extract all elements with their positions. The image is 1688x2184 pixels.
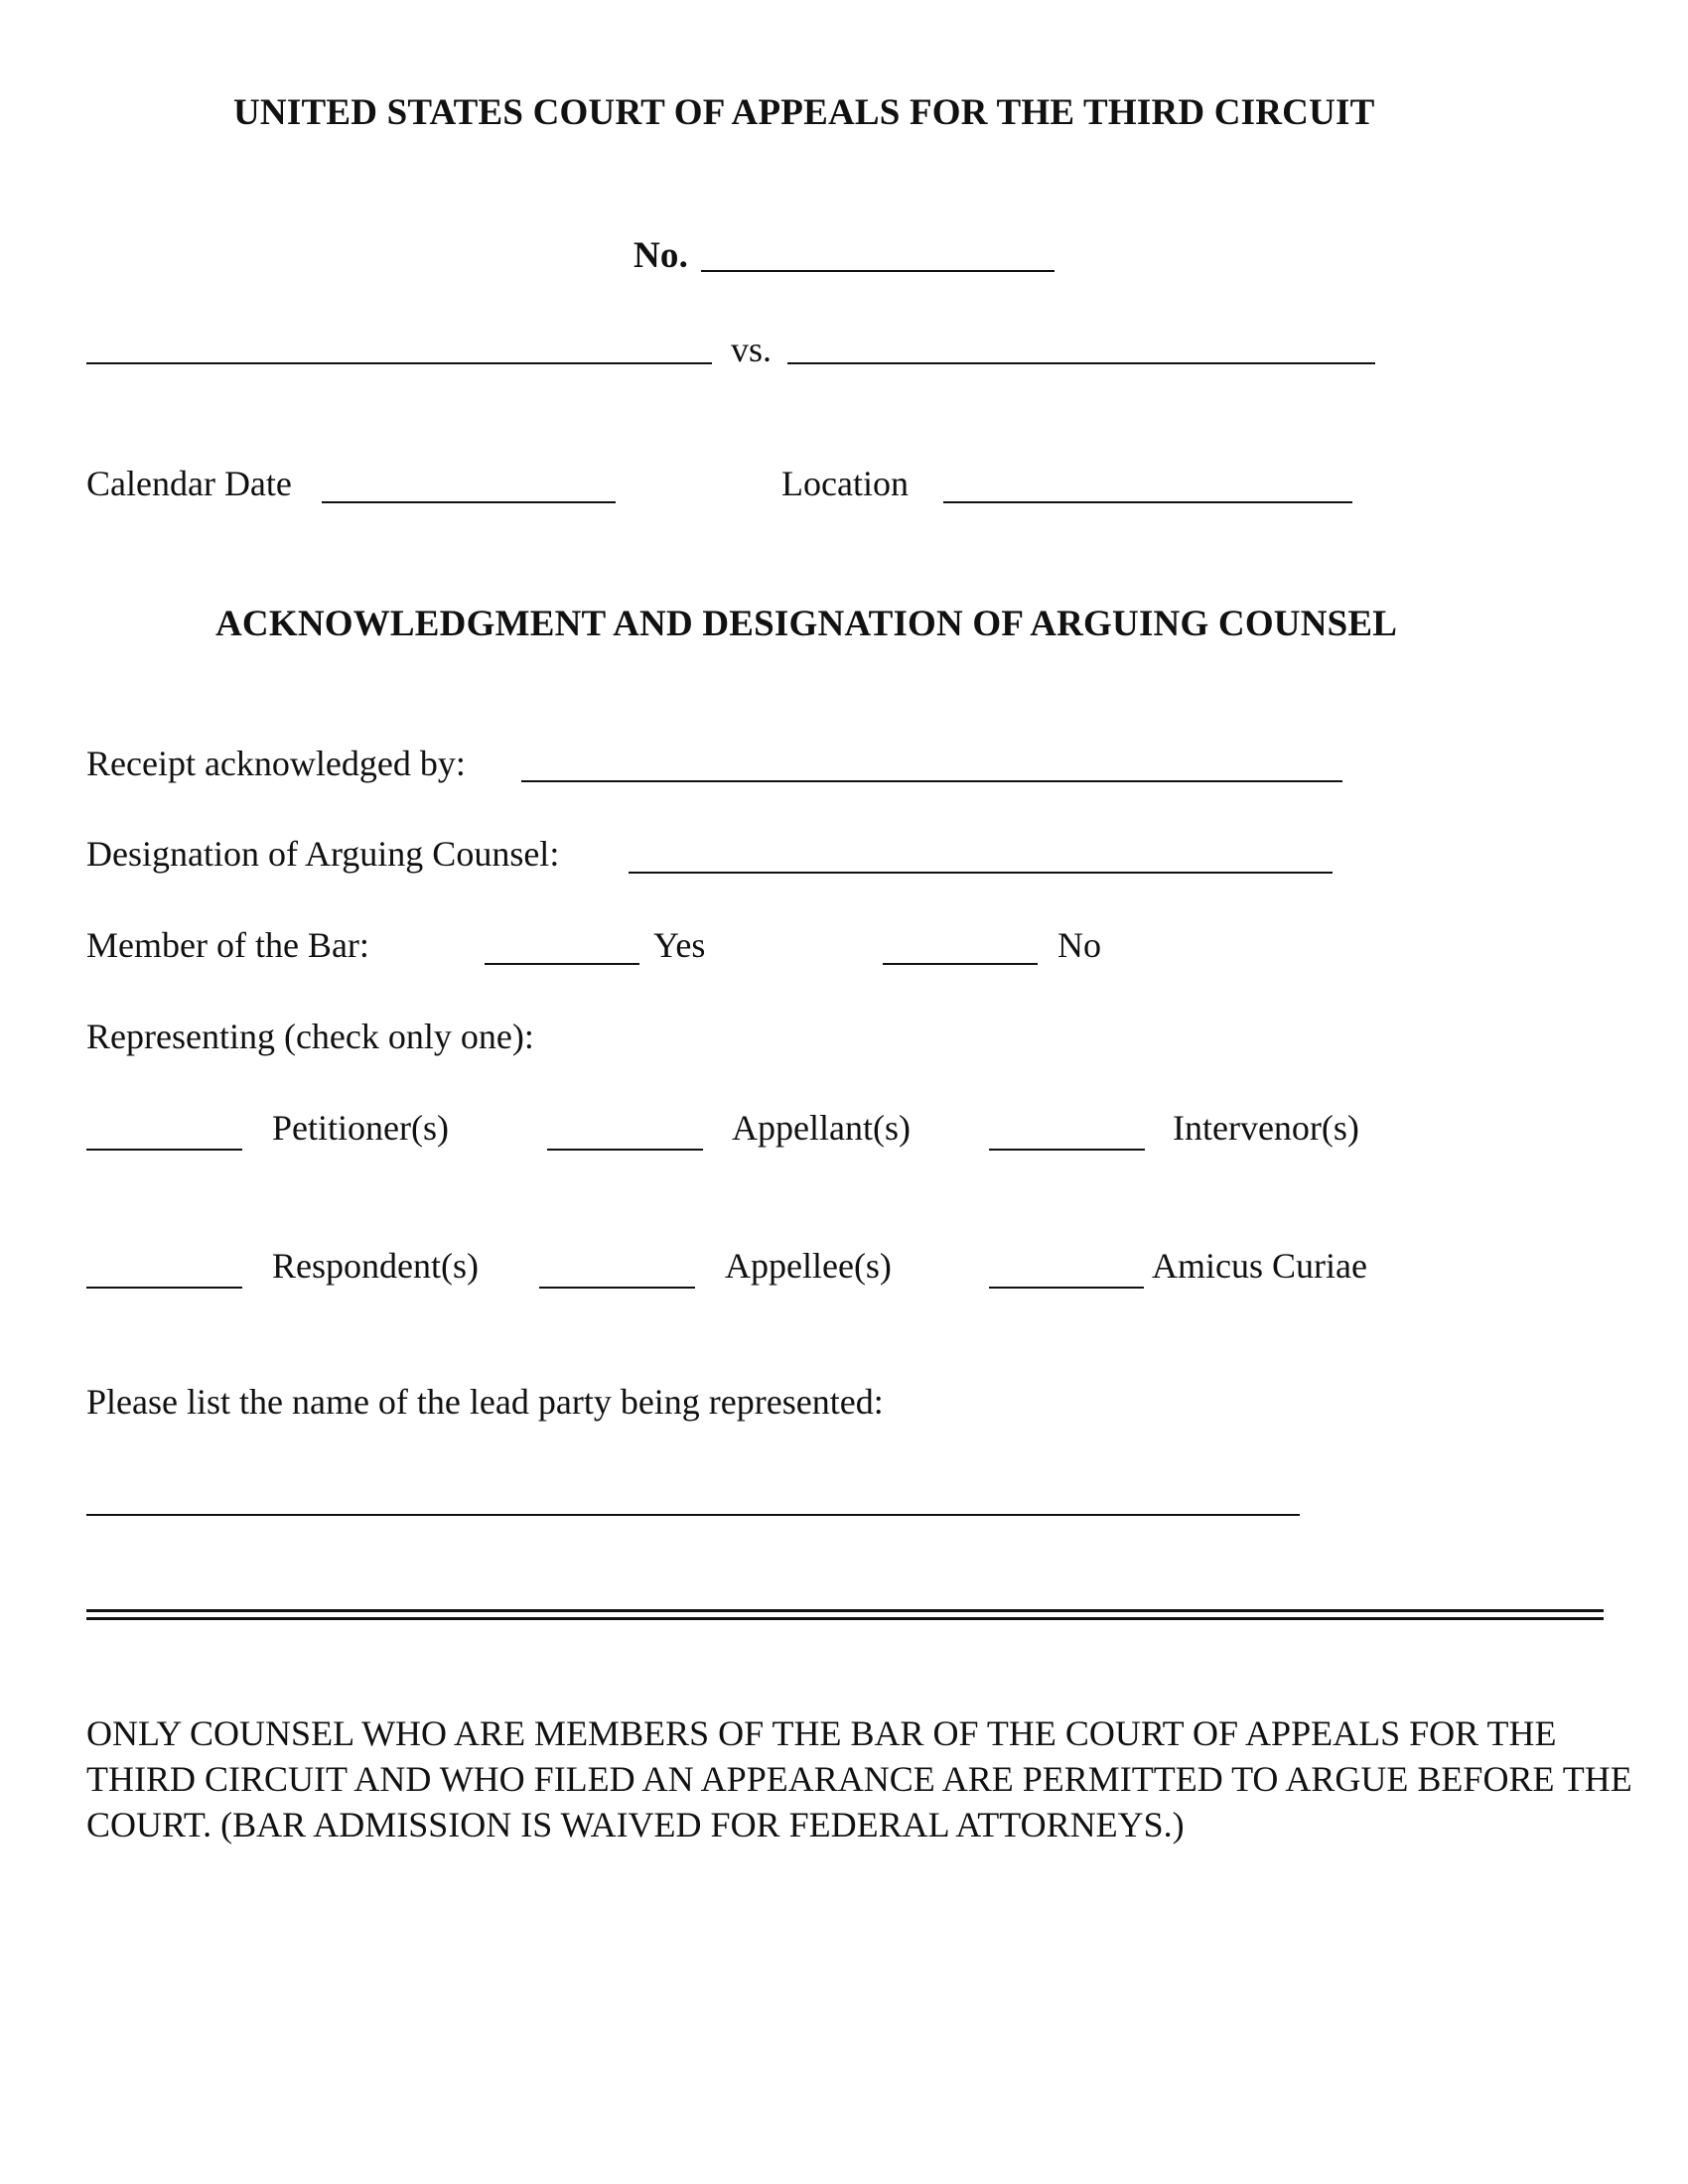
appellant-label: Appellant(s) <box>732 1108 911 1148</box>
location-label: Location <box>781 464 909 503</box>
lead-party-prompt: Please list the name of the lead party being represented: <box>86 1382 884 1422</box>
receipt-field[interactable] <box>521 780 1342 782</box>
representing-label: Representing (check only one): <box>86 1017 534 1056</box>
appellant-blank[interactable] <box>547 1149 703 1151</box>
bar-yes-blank[interactable] <box>485 963 639 965</box>
bar-notice: ONLY COUNSEL WHO ARE MEMBERS OF THE BAR OF THE COURT OF APPEALS FOR THE THIRD CIRCUIT AND WHO FILED AN APPEARANCE ARE PERMITTED TO ARGUE BEFORE THE COURT. (BAR ADMISSION IS WAIVED FOR FEDERAL ATTORNEYS.) <box>86 1713 1632 1844</box>
intervenor-label: Intervenor(s) <box>1173 1108 1359 1148</box>
designation-field[interactable] <box>629 872 1333 874</box>
appellee-blank[interactable] <box>539 1287 695 1289</box>
petitioner-blank[interactable] <box>86 1149 242 1151</box>
party-two-field[interactable] <box>787 362 1375 364</box>
bar-no-label: No <box>1057 925 1101 965</box>
double-divider <box>86 1609 1604 1612</box>
intervenor-blank[interactable] <box>989 1149 1145 1151</box>
lead-party-field[interactable] <box>86 1514 1300 1516</box>
party-one-field[interactable] <box>86 362 712 364</box>
appellee-label: Appellee(s) <box>725 1246 892 1286</box>
respondent-blank[interactable] <box>86 1287 242 1289</box>
bar-member-label: Member of the Bar: <box>86 925 369 965</box>
vs-label: vs. <box>731 330 773 369</box>
receipt-label: Receipt acknowledged by: <box>86 744 466 783</box>
calendar-date-label: Calendar Date <box>86 464 292 503</box>
calendar-date-field[interactable] <box>322 501 616 503</box>
amicus-label: Amicus Curiae <box>1152 1246 1367 1286</box>
case-number-field[interactable] <box>701 270 1055 272</box>
case-number-label: No. <box>633 235 689 276</box>
amicus-blank[interactable] <box>989 1287 1144 1289</box>
double-divider-lower <box>86 1617 1604 1620</box>
respondent-label: Respondent(s) <box>272 1246 479 1286</box>
bar-yes-label: Yes <box>653 925 706 965</box>
section-title: ACKNOWLEDGMENT AND DESIGNATION OF ARGUING COUNSEL <box>215 604 1398 644</box>
location-field[interactable] <box>943 501 1352 503</box>
court-title: UNITED STATES COURT OF APPEALS FOR THE THIRD CIRCUIT <box>233 92 1375 133</box>
designation-label: Designation of Arguing Counsel: <box>86 834 560 874</box>
petitioner-label: Petitioner(s) <box>272 1108 449 1148</box>
bar-no-blank[interactable] <box>883 963 1038 965</box>
